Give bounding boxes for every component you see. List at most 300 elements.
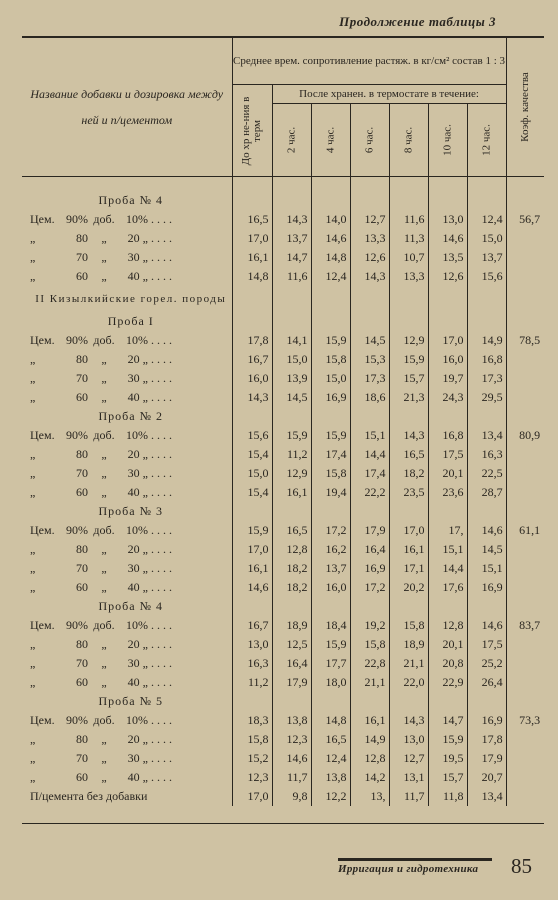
value-cell: 12,7 [350,210,389,229]
value-cell: 15,0 [311,369,350,388]
header-hour-label: 10 час. [441,124,453,156]
leader-dots: . . . . [148,580,172,594]
value-cell: 14,6 [272,749,311,768]
cement-percent: 90% [66,523,88,537]
value-cell: 17,3 [350,369,389,388]
table-row [22,229,544,248]
bottom-rule [22,823,544,824]
header-hour-label: 4 час. [324,126,336,154]
cement-percent: 60 [76,269,88,283]
value-cell: 17,0 [389,521,428,540]
leader-dots: . . . . [148,713,172,727]
sample-heading: Проба I [107,314,154,328]
value-cell: 16,2 [311,540,350,559]
sample-heading: Проба № 3 [98,504,164,518]
value-cell: 14,7 [272,248,311,267]
value-cell: 15,8 [389,616,428,635]
cement-percent: 80 [76,231,88,245]
additive-label: „ [101,542,107,556]
value-cell: 15,8 [311,350,350,369]
value-cell: 22,5 [467,464,506,483]
header-hour [428,104,467,177]
value-cell: 17,8 [467,730,506,749]
value-cell: 14,4 [428,559,467,578]
empty-cell [389,407,428,426]
value-cell: 16,4 [350,540,389,559]
additive-percent: 20 „ [127,732,148,746]
value-cell: 13,7 [467,248,506,267]
value-cell: 16,1 [232,559,272,578]
leader-dots: . . . . [148,428,172,442]
value-cell: 22,0 [389,673,428,692]
value-cell: 11,6 [272,267,311,286]
row-label [22,635,232,654]
additive-label: доб. [93,333,115,347]
value-cell: 14,5 [272,388,311,407]
empty-cell [350,407,389,426]
value-cell: 17, [428,521,467,540]
additive-percent: 10% [126,618,148,632]
value-cell: 19,7 [428,369,467,388]
value-cell: 16,8 [467,350,506,369]
additive-percent: 30 „ [127,250,148,264]
table-row [22,635,544,654]
sample-heading: Проба № 2 [98,409,164,423]
koef-cell [506,749,544,768]
table-row [22,248,544,267]
row-label [22,350,232,369]
row-label [22,445,232,464]
value-cell: 12,8 [428,616,467,635]
table-row [22,445,544,464]
value-cell: 15,3 [350,350,389,369]
empty-cell [311,502,350,521]
value-cell: 15,4 [232,483,272,502]
value-cell: 15,1 [428,540,467,559]
additive-percent: 20 „ [127,352,148,366]
additive-percent: 40 „ [127,390,148,404]
value-cell: 13,4 [467,426,506,445]
empty-cell [311,286,350,312]
value-cell: 16,0 [428,350,467,369]
row-label [22,388,232,407]
value-cell: 13,7 [272,229,311,248]
header-hour-label: 2 час. [285,126,297,154]
empty-cell [311,597,350,616]
koef-cell: 78,5 [506,331,544,350]
value-cell: 14,3 [232,388,272,407]
value-cell: 16,1 [232,248,272,267]
additive-percent: 20 „ [127,447,148,461]
empty-cell [232,312,272,331]
cement-label: Цем. [30,523,55,537]
value-cell: 16,5 [389,445,428,464]
additive-percent: 30 „ [127,656,148,670]
additive-label: „ [101,561,107,575]
cement-label: „ [30,250,36,264]
value-cell: 12,9 [272,464,311,483]
value-cell: 12,4 [311,749,350,768]
additive-percent: 30 „ [127,751,148,765]
cement-percent: 90% [66,428,88,442]
additive-label: „ [101,250,107,264]
additive-percent: 10% [126,713,148,727]
leader-dots: . . . . [148,371,172,385]
empty-cell [506,191,544,210]
cement-percent: 80 [76,352,88,366]
additive-percent: 10% [126,523,148,537]
leader-dots: . . . . [148,250,172,264]
value-cell: 15,0 [272,350,311,369]
value-cell: 17,9 [350,521,389,540]
additive-label: „ [101,352,107,366]
cement-label: Цем. [30,713,55,727]
value-cell: 14,6 [311,229,350,248]
empty-cell [350,286,389,312]
cement-percent: 60 [76,390,88,404]
value-cell: 17,8 [232,331,272,350]
empty-cell [467,191,506,210]
table-row [22,711,544,730]
value-cell: 23,6 [428,483,467,502]
table-row [22,331,544,350]
value-cell: 22,8 [350,654,389,673]
value-cell: 14,3 [389,711,428,730]
value-cell: 17,5 [467,635,506,654]
value-cell: 14,5 [350,331,389,350]
row-label [22,483,232,502]
value-cell: 17,9 [467,749,506,768]
koef-cell [506,388,544,407]
sample-heading: Проба № 4 [98,599,164,613]
additive-label: „ [101,656,107,670]
cement-percent: 90% [66,713,88,727]
empty-cell [232,286,272,312]
value-cell: 21,1 [389,654,428,673]
empty-cell [428,407,467,426]
header-name-column: Название добавки и дозировка между ней и п/цементом [22,38,232,177]
value-cell: 12,9 [389,331,428,350]
empty-cell [428,597,467,616]
header-koef-label: Коэф. качества [519,72,532,142]
sample-heading-row [22,407,544,426]
additive-label: „ [101,770,107,784]
value-cell: 14,0 [311,210,350,229]
value-cell: 13,0 [232,635,272,654]
sample-heading-row [22,597,544,616]
additive-label: доб. [93,428,115,442]
leader-dots: . . . . [148,675,172,689]
additive-percent: 40 „ [127,675,148,689]
value-cell: 23,5 [389,483,428,502]
value-cell: 15,9 [311,635,350,654]
value-cell: 24,3 [428,388,467,407]
value-cell: 12,4 [467,210,506,229]
value-cell: 14,3 [389,426,428,445]
value-cell: 12,3 [272,730,311,749]
empty-cell [272,191,311,210]
value-cell: 17,0 [428,331,467,350]
value-cell: 17,3 [467,369,506,388]
empty-cell [350,312,389,331]
value-cell: 22,2 [350,483,389,502]
empty-cell [428,191,467,210]
value-cell: 17,2 [350,578,389,597]
empty-cell [467,692,506,711]
header-koef [506,38,544,177]
value-cell: 11,2 [232,673,272,692]
additive-label: „ [101,675,107,689]
empty-cell [506,597,544,616]
value-cell: 26,4 [467,673,506,692]
cement-label: „ [30,580,36,594]
empty-cell [272,286,311,312]
value-cell: 15,8 [350,635,389,654]
additive-percent: 40 „ [127,485,148,499]
value-cell: 15,0 [467,229,506,248]
value-cell: 15,7 [428,768,467,787]
koef-cell [506,464,544,483]
value-cell: 14,9 [350,730,389,749]
value-cell: 16,5 [311,730,350,749]
koef-cell [506,350,544,369]
additive-percent: 40 „ [127,269,148,283]
leader-dots: . . . . [148,231,172,245]
cement-label: „ [30,656,36,670]
koef-cell: 73,3 [506,711,544,730]
value-cell: 25,2 [467,654,506,673]
additive-label: „ [101,390,107,404]
koef-cell [506,635,544,654]
additive-percent: 30 „ [127,561,148,575]
additive-percent: 30 „ [127,466,148,480]
value-cell: 14,6 [467,616,506,635]
no-additive-row [22,787,544,806]
sample-heading: Проба № 5 [98,694,164,708]
value-cell: 15,7 [389,369,428,388]
empty-cell [389,286,428,312]
cement-percent: 80 [76,542,88,556]
koef-cell: 56,7 [506,210,544,229]
additive-label: доб. [93,212,115,226]
value-cell: 15,2 [232,749,272,768]
empty-cell [389,502,428,521]
value-cell: 12,6 [428,267,467,286]
koef-cell [506,559,544,578]
value-cell: 19,4 [311,483,350,502]
cement-percent: 60 [76,675,88,689]
row-label [22,673,232,692]
koef-cell [506,483,544,502]
value-cell: 17,4 [350,464,389,483]
additive-label: „ [101,231,107,245]
additive-percent: 10% [126,212,148,226]
value-cell: 12,3 [232,768,272,787]
table-row [22,483,544,502]
cement-label: „ [30,466,36,480]
empty-cell [232,407,272,426]
cement-label: „ [30,390,36,404]
koef-cell [506,267,544,286]
value-cell: 13,8 [272,711,311,730]
value-cell: 15,9 [232,521,272,540]
koef-cell: 80,9 [506,426,544,445]
table-row [22,559,544,578]
row-label [22,730,232,749]
row-label [22,768,232,787]
table-row [22,654,544,673]
header-hour [311,104,350,177]
leader-dots: . . . . [148,447,172,461]
leader-dots: . . . . [148,656,172,670]
empty-cell [389,692,428,711]
spacer-row [22,177,544,192]
additive-percent: 20 „ [127,637,148,651]
table-body [22,177,544,807]
cement-label: „ [30,732,36,746]
cement-percent: 80 [76,732,88,746]
empty-cell [350,692,389,711]
row-label [22,711,232,730]
cement-label: Цем. [30,428,55,442]
empty-cell [311,407,350,426]
value-cell: 16,9 [467,578,506,597]
value-cell: 15,9 [311,426,350,445]
empty-cell [350,502,389,521]
value-cell: 17,0 [232,540,272,559]
value-cell: 12,4 [311,267,350,286]
value-cell: 13,7 [311,559,350,578]
value-cell: 13,8 [311,768,350,787]
empty-cell [272,407,311,426]
empty-cell [311,692,350,711]
value-cell: 17,4 [311,445,350,464]
value-cell: 14,5 [467,540,506,559]
cement-label: „ [30,751,36,765]
additive-label: доб. [93,618,115,632]
cement-percent: 70 [76,250,88,264]
table-row [22,768,544,787]
value-cell: 17,6 [428,578,467,597]
leader-dots: . . . . [148,333,172,347]
row-label: П/цемента без добавки [30,789,148,803]
koef-cell [506,578,544,597]
value-cell: 12,2 [311,787,350,806]
cement-label: „ [30,561,36,575]
continuation-caption: Продолжение таблицы 3 [339,14,496,29]
value-cell: 17,1 [389,559,428,578]
value-cell: 19,5 [428,749,467,768]
row-label [22,578,232,597]
additive-label: доб. [93,713,115,727]
value-cell: 14,4 [350,445,389,464]
cement-label: Цем. [30,212,55,226]
empty-cell [232,597,272,616]
leader-dots: . . . . [148,637,172,651]
value-cell: 16,4 [272,654,311,673]
value-cell: 13,3 [389,267,428,286]
header-hour-label: 6 час. [363,126,375,154]
table-row [22,521,544,540]
koef-cell [506,540,544,559]
value-cell: 16,3 [232,654,272,673]
value-cell: 17,9 [272,673,311,692]
empty-cell [232,191,272,210]
value-cell: 10,7 [389,248,428,267]
value-cell: 15,1 [467,559,506,578]
value-cell: 16,1 [272,483,311,502]
value-cell: 21,1 [350,673,389,692]
empty-cell [467,502,506,521]
empty-cell [467,407,506,426]
leader-dots: . . . . [148,390,172,404]
leader-dots: . . . . [148,212,172,226]
row-label [22,464,232,483]
value-cell: 11,3 [389,229,428,248]
koef-cell [506,787,544,806]
row-label [22,559,232,578]
leader-dots: . . . . [148,561,172,575]
cement-percent: 60 [76,770,88,784]
value-cell: 20,7 [467,768,506,787]
additive-label: „ [101,371,107,385]
cement-label: „ [30,675,36,689]
koef-cell [506,730,544,749]
koef-cell [506,369,544,388]
value-cell: 15,9 [389,350,428,369]
additive-percent: 20 „ [127,542,148,556]
value-cell: 13,0 [389,730,428,749]
empty-cell [350,597,389,616]
value-cell: 15,1 [350,426,389,445]
empty-cell [350,191,389,210]
value-cell: 20,8 [428,654,467,673]
additive-label: „ [101,732,107,746]
value-cell: 19,2 [350,616,389,635]
value-cell: 16,0 [232,369,272,388]
value-cell: 13,4 [467,787,506,806]
table-row [22,464,544,483]
table-row [22,730,544,749]
leader-dots: . . . . [148,523,172,537]
koef-cell: 83,7 [506,616,544,635]
value-cell: 16,8 [428,426,467,445]
empty-cell [506,692,544,711]
cement-label: Цем. [30,333,55,347]
value-cell: 15,9 [272,426,311,445]
value-cell: 20,1 [428,635,467,654]
cement-percent: 70 [76,656,88,670]
cement-percent: 90% [66,333,88,347]
table-row [22,673,544,692]
value-cell: 15,6 [232,426,272,445]
value-cell: 18,2 [389,464,428,483]
additive-label: „ [101,580,107,594]
table-row [22,350,544,369]
table-row [22,267,544,286]
value-cell: 15,0 [232,464,272,483]
value-cell: 18,2 [272,559,311,578]
empty-cell [232,502,272,521]
additive-label: „ [101,447,107,461]
cement-label: „ [30,231,36,245]
value-cell: 14,8 [232,267,272,286]
table-row [22,540,544,559]
table-row [22,426,544,445]
table-row [22,210,544,229]
sample-heading-row [22,312,544,331]
row-label [22,267,232,286]
